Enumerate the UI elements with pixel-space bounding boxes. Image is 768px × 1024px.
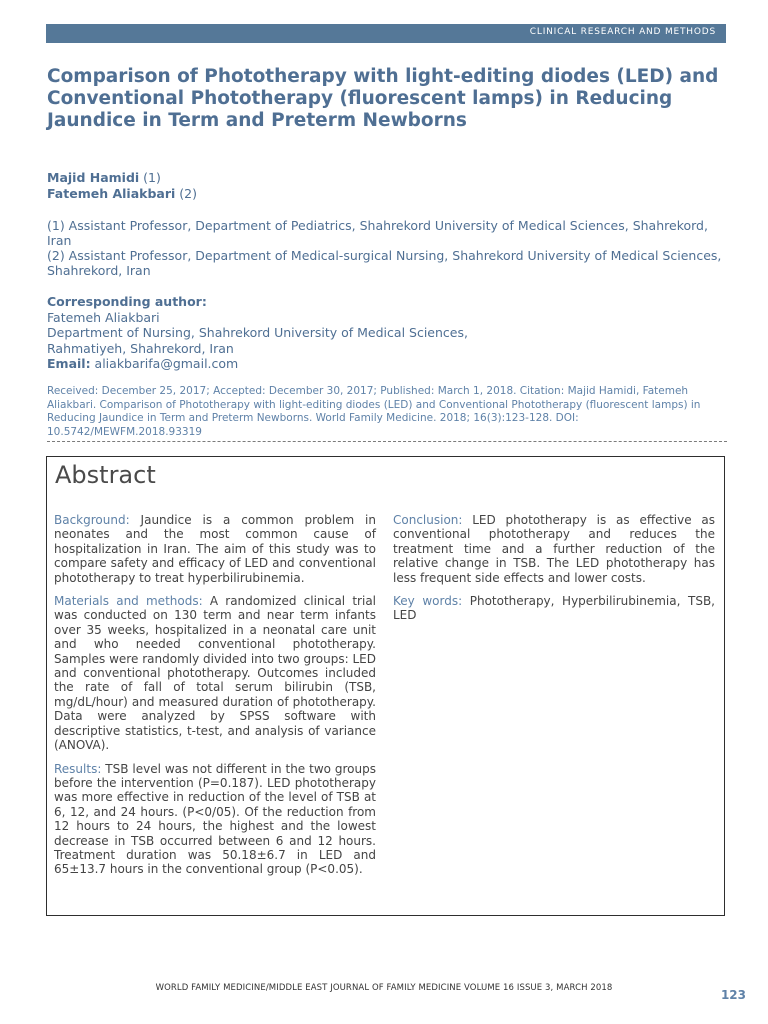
corresponding-author-block xyxy=(47,294,727,372)
abstract-results xyxy=(54,762,376,877)
email-link[interactable]: aliakbarifa@gmail.com xyxy=(90,356,239,371)
abstract-right-column xyxy=(393,513,715,632)
methods-text: A randomized clinical trial was conducted on 130 term and near term infants over 35 weeks, hospitalized in a neonatal care unit and who needed conventional phototherapy. Samples were randomly divided into two groups: LED and conventional phototherapy. Outcomes included the rate of fall of total serum bilirubin (TSB, mg/dL/hour) and measured duration of phototherapy. Data were analyzed by SPSS software with descriptive statistics, t-test, and analysis of variance (ANOVA). xyxy=(54,594,377,753)
keywords-label: Key words: xyxy=(393,594,463,609)
author-name: Fatemeh Aliakbari xyxy=(47,186,176,201)
affiliation-1: (1) Assistant Professor, Department of Pediatrics, Shahrekord University of Medical Sciences, Shahrekord, Iran xyxy=(47,218,708,248)
journal-footer: WORLD FAMILY MEDICINE/MIDDLE EAST JOURNAL OF FAMILY MEDICINE VOLUME 16 ISSUE 3, MARCH 2018 xyxy=(155,983,613,993)
methods-label: Materials and methods: xyxy=(54,594,203,609)
corresponding-address: Rahmatiyeh, Shahrekord, Iran xyxy=(47,340,234,356)
section-header-bar xyxy=(46,24,726,43)
author-name: Majid Hamidi xyxy=(47,170,140,185)
author-list xyxy=(47,170,197,202)
abstract-left-column xyxy=(54,513,376,886)
section-label: CLINICAL RESEARCH AND METHODS xyxy=(529,27,716,37)
abstract-background xyxy=(54,513,376,585)
author-ref: (1) xyxy=(139,170,161,185)
author-2 xyxy=(47,186,197,202)
abstract-conclusion xyxy=(393,513,715,585)
article-title: Comparison of Phototherapy with light-editing diodes (LED) and Conventional Phototherapy (fluorescent lamps) in Reducing Jaundice in Term and Preterm Newborns xyxy=(47,66,719,131)
corresponding-dept: Department of Nursing, Shahrekord University of Medical Sciences, xyxy=(47,325,468,340)
abstract-methods xyxy=(54,594,376,752)
email-label: Email: xyxy=(47,356,91,371)
corresponding-name: Fatemeh Aliakbari xyxy=(47,309,160,325)
author-1 xyxy=(47,170,197,186)
affiliation-2: (2) Assistant Professor, Department of Medical-surgical Nursing, Shahrekord University of Medical Sciences, Shahrekord, Iran xyxy=(47,248,722,278)
results-text: TSB level was not different in the two groups before the intervention (P=0.187). LED phototherapy was more effective in reduction of the level of TSB at 6, 12, and 24 hours. (P<0/05). Of the reduction from 12 hours to 24 hours, the highest and the lowest decrease in TSB occurred between 6 and 12 hours. Treatment duration was 50.18±6.7 in LED and 65±13.7 hours in the conventional group (P<0.05). xyxy=(54,761,376,877)
keywords-text: Phototherapy, Hyperbilirubinemia, TSB, LED xyxy=(393,594,715,623)
abstract-box xyxy=(46,456,725,916)
citation-text: Received: December 25, 2017; Accepted: December 30, 2017; Published: March 1, 2018. Citation: Majid Hamidi, Fatemeh Aliakbari. Comparison of Phototherapy with light-editing diodes (LED) and Conventional Phototherapy (fluorescent lamps) in Reducing Jaundice in Term and Preterm Newborns. World Family Medicine. 2018; 16(3):123-128. DOI: 10.5742/MEWFM.2018.93319 xyxy=(47,385,701,438)
dashed-divider xyxy=(47,441,727,442)
corresponding-label: Corresponding author: xyxy=(47,294,207,309)
abstract-keywords xyxy=(393,594,715,623)
results-label: Results: xyxy=(54,761,102,776)
affiliations xyxy=(47,218,727,278)
author-ref: (2) xyxy=(175,186,197,201)
conclusion-text: LED phototherapy is as effective as conventional phototherapy and reduces the treatment time and a further reduction of the relative change in TSB. The LED phototherapy has less frequent side effects and lower costs. xyxy=(393,513,715,585)
abstract-heading: Abstract xyxy=(55,461,156,489)
conclusion-label: Conclusion: xyxy=(393,513,463,527)
background-text: Jaundice is a common problem in neonates and the most common cause of hospitalization in Iran. The aim of this study was to compare safety and efficacy of LED and conventional phototherapy to treat hyperbilirubinemia. xyxy=(54,513,376,585)
background-label: Background: xyxy=(54,513,130,527)
page-number: 123 xyxy=(720,988,746,1002)
